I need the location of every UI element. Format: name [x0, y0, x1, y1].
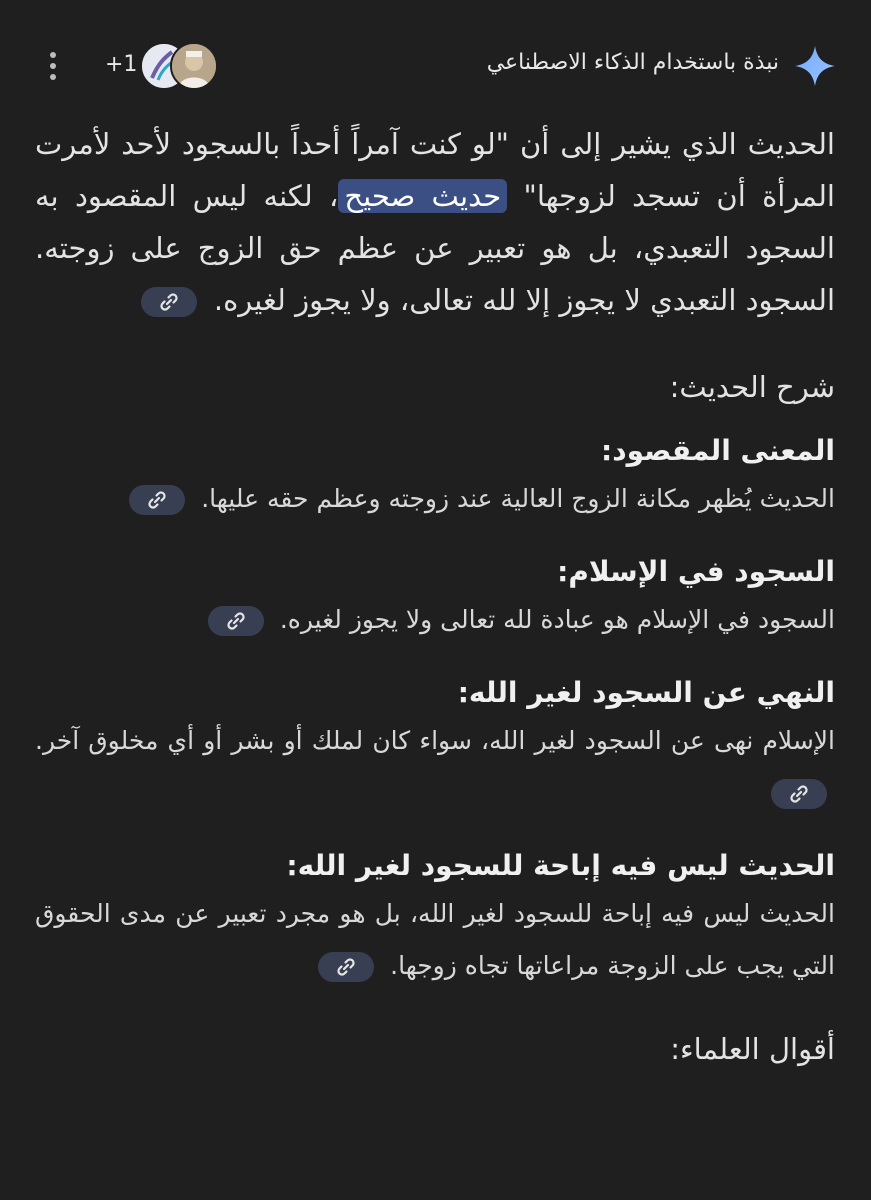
link-icon[interactable]	[129, 485, 185, 515]
ai-overview-header	[0, 0, 871, 130]
section-heading: النهي عن السجود لغير الله:	[457, 676, 835, 709]
link-icon[interactable]	[141, 287, 197, 317]
person-photo-icon	[172, 44, 216, 88]
section-text	[35, 888, 835, 992]
section-text-content: السجود في الإسلام هو عبادة لله تعالى ولا يجوز لغيره.	[279, 605, 835, 634]
section-text	[35, 473, 835, 525]
ai-overview-title: نبذة باستخدام الذكاء الاصطناعي	[486, 50, 779, 75]
section-heading: المعنى المقصود:	[601, 434, 835, 467]
link-icon[interactable]	[318, 952, 374, 982]
link-icon[interactable]	[208, 606, 264, 636]
source-avatars[interactable]	[140, 42, 216, 88]
section-text	[35, 715, 835, 819]
intro-paragraph	[35, 118, 835, 326]
highlighted-phrase[interactable]: حديث صحيح	[338, 179, 507, 213]
intro-text: الحديث الذي يشير إلى أن "لو كنت آمراً أحداً بالسجود لأحد لأمرت المرأة أن تسجد لزوجها"	[35, 127, 835, 213]
intro-text-continued: ، لكنه ليس المقصود به السجود التعبدي، بل هو تعبير عن عظم حق الزوج على زوجته. السجود التعبدي لا يجوز إلا لله تعالى، ولا يجوز لغيره.	[35, 179, 835, 317]
section-heading: السجود في الإسلام:	[557, 555, 835, 588]
explanation-title: شرح الحديث:	[669, 370, 835, 404]
section-heading: الحديث ليس فيه إباحة للسجود لغير الله:	[286, 849, 835, 882]
section-text-content: الإسلام نهى عن السجود لغير الله، سواء كان لملك أو بشر أو أي مخلوق آخر.	[35, 726, 835, 755]
scholars-title: أقوال العلماء:	[670, 1032, 835, 1066]
section-text-content: الحديث يُظهر مكانة الزوج العالية عند زوجته وعظم حقه عليها.	[201, 484, 835, 513]
more-vert-icon[interactable]	[46, 52, 60, 82]
more-sources-count[interactable]: +1	[105, 52, 138, 77]
section-text	[35, 594, 835, 646]
section-text-content: الحديث ليس فيه إباحة للسجود لغير الله، بل هو مجرد تعبير عن مدى الحقوق التي يجب على الزوجة مراعاتها تجاه زوجها.	[35, 899, 835, 980]
link-icon[interactable]	[771, 779, 827, 809]
sparkle-icon	[793, 44, 837, 88]
overview-content	[35, 118, 835, 1066]
source-avatar[interactable]	[170, 42, 218, 90]
